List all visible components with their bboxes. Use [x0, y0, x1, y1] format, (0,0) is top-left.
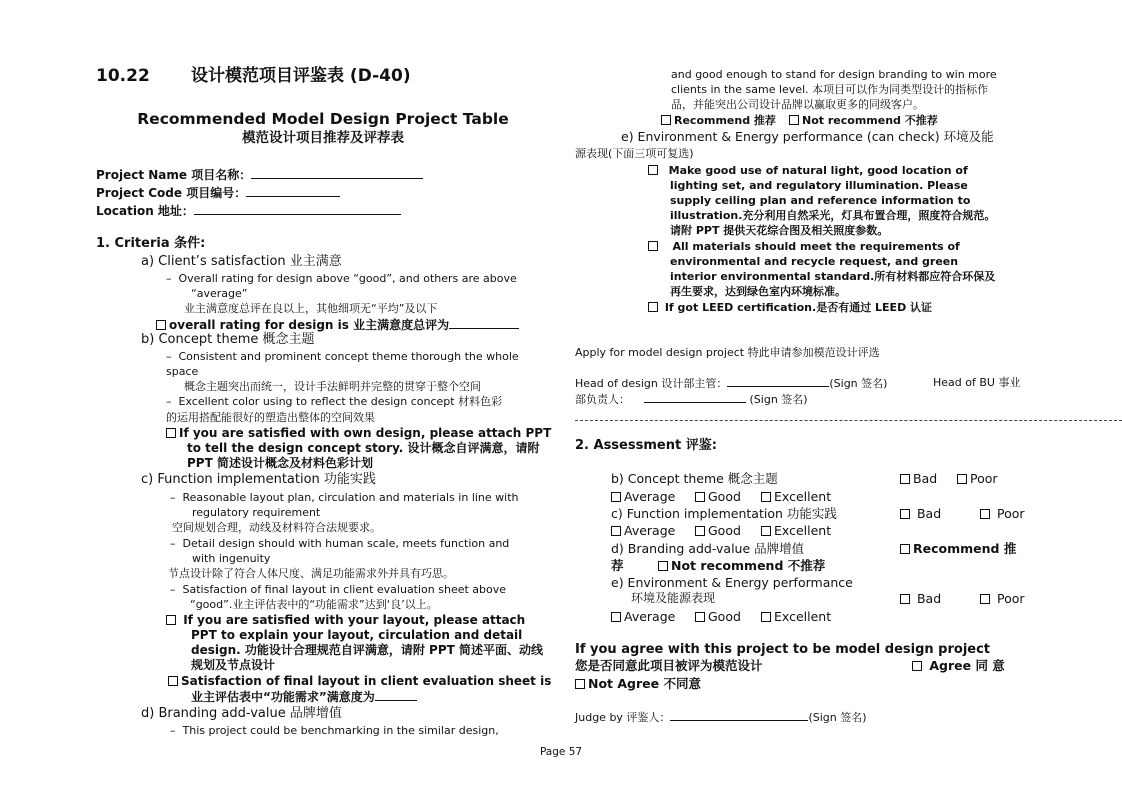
page-number: Page 57: [539, 746, 583, 758]
criteria-b-bullet-2-cn: 的运用搭配能很好的塑造出整体的空间效果: [166, 411, 375, 424]
checkbox-icon[interactable]: [761, 492, 771, 502]
criteria-e-option-1-cont3: illustration.充分利用自然采光，灯具布置合理，照度符合规范。: [670, 209, 996, 222]
checkbox-icon[interactable]: [912, 661, 922, 671]
criteria-e-option-1[interactable]: Make good use of natural light, good location of: [648, 163, 968, 178]
criteria-d-title: d) Branding add-value 品牌增值: [141, 706, 342, 721]
criteria-a-title: a) Client’s satisfaction 业主满意: [141, 254, 342, 269]
criteria-c-bullet-2: – Detail design should with human scale, meets function and: [170, 537, 510, 550]
project-code-field[interactable]: [96, 185, 340, 201]
assessment-e-average[interactable]: Average: [611, 609, 675, 624]
criteria-c-bullet-2-cont: with ingenuity: [192, 552, 271, 565]
criteria-e-option-2-cont: environmental and recycle request, and green: [670, 255, 959, 268]
criteria-a-bullet-1: – Overall rating for design above “good”, and others are above: [166, 272, 517, 285]
assessment-c-poor[interactable]: Poor: [980, 506, 1025, 521]
criteria-b-checkbox[interactable]: If you are satisfied with own design, please attach PPT: [166, 426, 551, 441]
criteria-e-option-2-cont2: interior environmental standard.所有材料都应符合环保及: [670, 270, 996, 283]
assessment-c-bad[interactable]: Bad: [900, 506, 941, 521]
assessment-c-average[interactable]: Average: [611, 523, 675, 538]
criteria-e-title-cont: 源表现(下面三项可复选): [575, 147, 694, 160]
rating-blank[interactable]: [449, 317, 519, 329]
checkbox-icon[interactable]: [648, 302, 658, 312]
checkbox-icon[interactable]: [611, 612, 621, 622]
location-blank[interactable]: [194, 203, 401, 215]
criteria-heading: 1. Criteria 条件:: [96, 236, 206, 251]
checkbox-icon[interactable]: [761, 612, 771, 622]
document-title-cn: 模范设计项目推荐及评荐表: [242, 130, 404, 146]
document-title-en: Recommended Model Design Project Table: [137, 110, 509, 128]
checkbox-icon[interactable]: [957, 474, 967, 484]
checkbox-icon[interactable]: [695, 526, 705, 536]
judge-sign[interactable]: Judge by 评鉴人： (Sign 签名): [575, 711, 867, 724]
assessment-e-bad[interactable]: Bad: [900, 591, 941, 606]
criteria-c-checkbox-2[interactable]: Satisfaction of final layout in client evaluation sheet is: [168, 674, 551, 689]
criteria-a-bullet-1-cn: 业主满意度总评在良以上，其他细项无“平均”及以下: [184, 302, 438, 315]
agree-question-cn: 您是否同意此项目被评为模范设计: [575, 658, 763, 673]
agree-option[interactable]: Agree 同 意: [912, 658, 1005, 673]
assessment-c-excellent[interactable]: Excellent: [761, 523, 831, 538]
criteria-e-title: e) Environment & Energy performance (can check) 环境及能: [621, 129, 994, 144]
criteria-b-checkbox-cont: to tell the design concept story. 设计概念自评满意，请附: [187, 441, 540, 455]
criteria-d-bullet-1-cont: and good enough to stand for design branding to win more: [671, 68, 997, 81]
criteria-b-bullet-1-cn: 概念主题突出而统一，设计手法鲜明并完整的贯穿于整个空间: [184, 380, 481, 393]
criteria-c-bullet-2-cn: 节点设计除了符合人体尺度、满足功能需求外并具有巧思。: [168, 567, 454, 580]
criteria-c-bullet-3-cont: “good”.业主评估表中的“功能需求”达到‘良’以上。: [190, 598, 438, 611]
criteria-b-checkbox-cont2: PPT 简述设计概念及材料色彩计划: [187, 456, 373, 470]
assessment-heading: 2. Assessment 评鉴:: [575, 438, 717, 453]
head-of-design-blank[interactable]: [727, 375, 829, 387]
checkbox-icon[interactable]: [980, 509, 990, 519]
checkbox-icon[interactable]: [166, 428, 176, 438]
project-code-label: Project Code 项目编号：: [96, 186, 247, 200]
checkbox-icon[interactable]: [168, 676, 178, 686]
criteria-d-bullet-1-cont2: clients in the same level. 本项目可以作为同类型设计的指标作: [671, 83, 989, 96]
checkbox-icon[interactable]: [761, 526, 771, 536]
criteria-d-not-recommend[interactable]: Not recommend 不推荐: [789, 113, 938, 128]
assessment-b-excellent[interactable]: Excellent: [761, 489, 831, 504]
assessment-d-recommend[interactable]: Recommend 推: [900, 541, 1016, 556]
checkbox-icon[interactable]: [695, 492, 705, 502]
checkbox-icon[interactable]: [900, 594, 910, 604]
checkbox-icon[interactable]: [166, 615, 176, 625]
head-of-bu-sign[interactable]: 部负责人： (Sign 签名): [575, 393, 808, 406]
criteria-b-bullet-2: – Excellent color using to reflect the design concept 材料色彩: [166, 395, 503, 408]
project-name-blank[interactable]: [251, 167, 423, 179]
criteria-d-bullet-1: – This project could be benchmarking in the similar design,: [170, 724, 499, 737]
checkbox-icon[interactable]: [648, 241, 658, 251]
criteria-d-bullet-1-cont3: 品，并能突出公司设计品牌以赢取更多的同级客户。: [671, 98, 924, 111]
checkbox-icon[interactable]: [156, 320, 166, 330]
criteria-c-bullet-1-cn: 空间规划合理，动线及材料符合法规要求。: [172, 521, 381, 534]
criteria-a-bullet-1-cont: “average”: [191, 287, 248, 300]
assessment-b-average[interactable]: Average: [611, 489, 675, 504]
criteria-b-bullet-1-cont: space: [166, 365, 199, 378]
criteria-c-checkbox-1-cont: PPT to explain your layout, circulation and detail: [191, 628, 523, 642]
head-of-bu-blank[interactable]: [644, 391, 746, 403]
criteria-c-bullet-1-cont: regulatory requirement: [192, 506, 321, 519]
function-rating-blank[interactable]: [375, 689, 417, 701]
checkbox-icon[interactable]: [980, 594, 990, 604]
assessment-e-poor[interactable]: Poor: [980, 591, 1025, 606]
criteria-b-title: b) Concept theme 概念主题: [141, 332, 315, 347]
criteria-c-checkbox-1[interactable]: If you are satisfied with your layout, please attach: [166, 613, 525, 628]
project-name-label: Project Name 项目名称：: [96, 168, 252, 182]
assessment-b-poor[interactable]: Poor: [957, 471, 998, 486]
checkbox-icon[interactable]: [900, 474, 910, 484]
checkbox-icon[interactable]: [648, 165, 658, 175]
checkbox-icon[interactable]: [900, 509, 910, 519]
apply-text: Apply for model design project 特此申请参加模范设计评选: [575, 346, 880, 359]
location-label: Location 地址：: [96, 204, 194, 218]
section-title: 设计模范项目评鉴表 (D-40): [191, 66, 411, 86]
assessment-c-title: c) Function implementation 功能实践: [611, 506, 837, 521]
criteria-e-option-1-cont: lighting set, and regulatory illumination. Please: [670, 179, 968, 192]
location-field[interactable]: [96, 203, 401, 219]
checkbox-icon[interactable]: [900, 544, 910, 554]
criteria-c-bullet-1: – Reasonable layout plan, circulation and materials in line with: [170, 491, 519, 504]
assessment-b-bad[interactable]: Bad: [900, 471, 937, 486]
checkbox-icon[interactable]: [575, 679, 585, 689]
assessment-d-recommend-cont: 荐: [611, 558, 624, 573]
assessment-d-title: d) Branding add-value 品牌增值: [611, 541, 805, 556]
not-agree-option[interactable]: Not Agree 不同意: [575, 676, 701, 691]
criteria-e-option-1-cont2: supply ceiling plan and reference information to: [670, 194, 971, 207]
criteria-c-checkbox-1-cont3: 规划及节点设计: [191, 658, 276, 672]
checkbox-icon[interactable]: [658, 561, 668, 571]
assessment-c-good[interactable]: Good: [695, 523, 741, 538]
criteria-e-option-1-cont4: 请附 PPT 提供天花综合图及相关照度参数。: [670, 224, 889, 237]
criteria-e-option-2-cont3: 再生要求，达到绿色室内环境标准。: [670, 285, 846, 298]
head-of-design-sign[interactable]: Head of design 设计部主管： (Sign 签名): [575, 377, 888, 390]
divider: [575, 420, 1122, 421]
assessment-e-good[interactable]: Good: [695, 609, 741, 624]
checkbox-icon[interactable]: [611, 492, 621, 502]
assessment-b-title: b) Concept theme 概念主题: [611, 471, 778, 486]
project-code-blank[interactable]: [246, 185, 340, 197]
criteria-c-bullet-3: – Satisfaction of final layout in client evaluation sheet above: [170, 583, 507, 596]
section-number: 10.22: [96, 66, 150, 86]
assessment-e-title: e) Environment & Energy performance: [611, 575, 853, 590]
checkbox-icon[interactable]: [695, 612, 705, 622]
assessment-e-title-cont: 环境及能源表现: [631, 591, 716, 605]
criteria-b-bullet-1: – Consistent and prominent concept theme thorough the whole: [166, 350, 519, 363]
assessment-b-good[interactable]: Good: [695, 489, 741, 504]
criteria-a-checkbox[interactable]: overall rating for design is 业主满意度总评为: [156, 317, 519, 333]
judge-blank[interactable]: [670, 709, 808, 721]
checkbox-icon[interactable]: [661, 115, 671, 125]
criteria-d-recommend[interactable]: Recommend 推荐: [661, 113, 776, 128]
criteria-c-checkbox-1-cont2: design. 功能设计合理规范自评满意，请附 PPT 简述平面、动线: [191, 643, 543, 657]
checkbox-icon[interactable]: [611, 526, 621, 536]
assessment-e-excellent[interactable]: Excellent: [761, 609, 831, 624]
project-name-field[interactable]: [96, 167, 423, 183]
criteria-e-option-3[interactable]: If got LEED certification.是否有通过 LEED 认证: [648, 300, 932, 315]
checkbox-icon[interactable]: [789, 115, 799, 125]
criteria-c-checkbox-2-cont: 业主评估表中“功能需求”满意度为: [191, 689, 417, 705]
head-of-bu-label: Head of BU 事业: [933, 376, 1021, 389]
agree-question: If you agree with this project to be model design project: [575, 642, 991, 657]
criteria-c-title: c) Function implementation 功能实践: [141, 472, 376, 487]
criteria-e-option-2[interactable]: All materials should meet the requirements of: [648, 239, 960, 254]
assessment-d-not-recommend[interactable]: Not recommend 不推荐: [658, 558, 825, 573]
